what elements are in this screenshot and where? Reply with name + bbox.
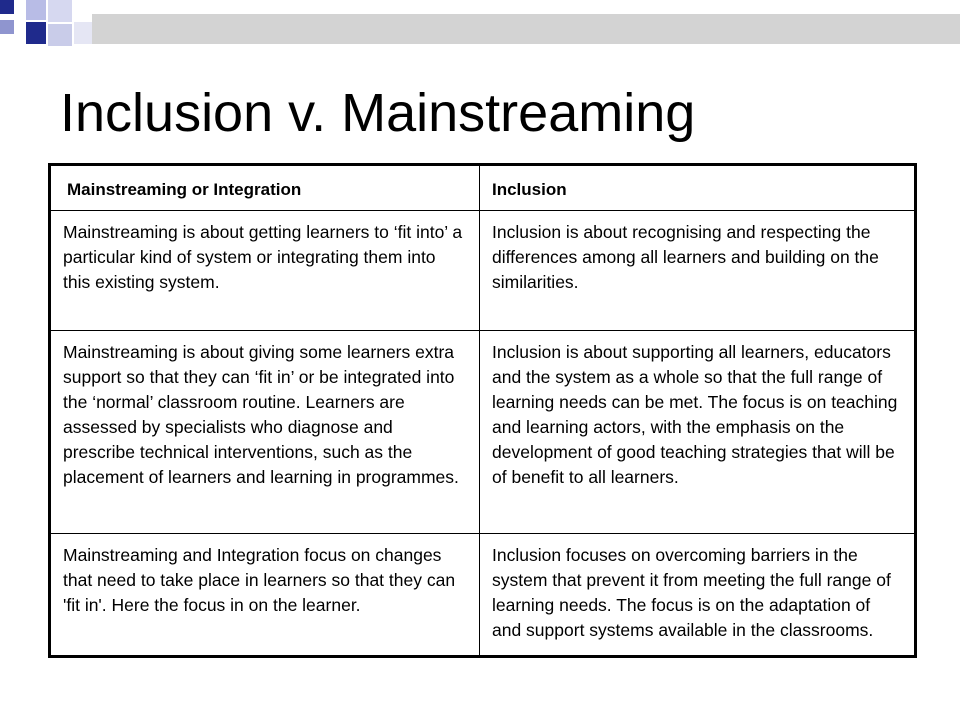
- slide-title: Inclusion v. Mainstreaming: [60, 83, 696, 143]
- inclusion-cell: Inclusion is about recognising and respecting the differences among all learners and building on the similarities.: [480, 211, 916, 331]
- table-row: [50, 211, 916, 331]
- header-bar: [92, 14, 960, 44]
- decor-square: [26, 22, 46, 44]
- inclusion-cell: Inclusion focuses on overcoming barriers in the system that prevent it from meeting the full range of learning needs. The focus is on the adaptation of and support systems available in the classrooms.: [480, 534, 916, 657]
- mainstreaming-cell: Mainstreaming is about giving some learners extra support so that they can ‘fit in’ or be integrated into the ‘normal’ classroom routine. Learners are assessed by specialists who diagnose and prescribe technical interventions, such as the placement of learners and learning in programmes.: [50, 331, 480, 534]
- decor-square: [48, 24, 72, 46]
- table-row: [50, 331, 916, 534]
- inclusion-cell: Inclusion is about supporting all learners, educators and the system as a whole so that the full range of learning needs can be met. The focus is on teaching and learning actors, with the emphasis on the development of good teaching strategies that will be of benefit to all learners.: [480, 331, 916, 534]
- decor-square: [26, 0, 46, 20]
- decor-square: [0, 20, 14, 34]
- decor-square: [0, 0, 14, 14]
- table-row: [50, 534, 916, 657]
- mainstreaming-cell: Mainstreaming is about getting learners to ‘fit into’ a particular kind of system or integrating them into this existing system.: [50, 211, 480, 331]
- comparison-table: [48, 163, 917, 658]
- header-inclusion: Inclusion: [480, 165, 916, 211]
- decor-square: [48, 0, 72, 22]
- header-mainstreaming: Mainstreaming or Integration: [50, 165, 480, 211]
- decor-square: [74, 22, 92, 44]
- mainstreaming-cell: Mainstreaming and Integration focus on changes that need to take place in learners so that they can 'fit in'. Here the focus in on the learner.: [50, 534, 480, 657]
- table-header-row: [50, 165, 916, 211]
